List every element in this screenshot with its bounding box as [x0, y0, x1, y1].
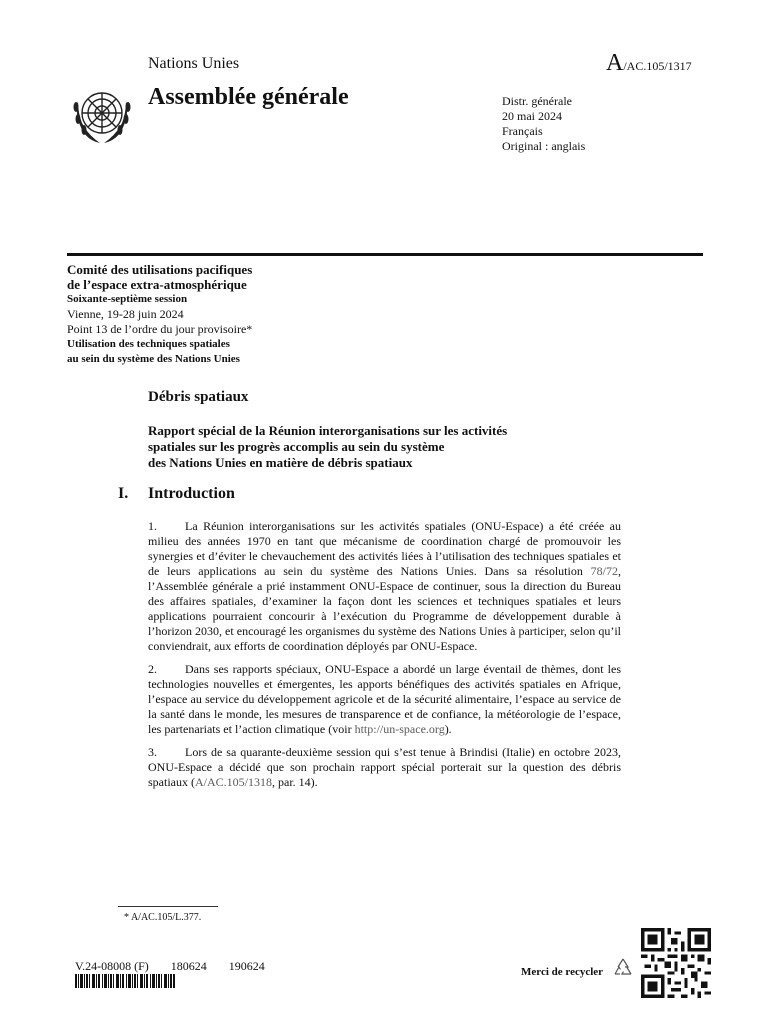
distribution-date: 20 mai 2024: [502, 109, 562, 123]
qr-code-icon: [641, 928, 711, 998]
paragraph-text: Dans ses rapports spéciaux, ONU-Espace a abordé un large éventail de thèmes, dont les technologies nouvelles et émergentes, les apports bénéfiques des activités spatiales en Afrique, l’espace au service du développement agricole et de la sécurité alimentaire, l’espace au service de la santé dans le monde, les mesures de transparence et de confiance, la météorologie de l’espace, les partenariats et l’action climatique (voir: [148, 662, 621, 736]
symbol-letter: A: [606, 50, 624, 76]
paragraph-number: 3.: [148, 745, 157, 759]
agenda-item-title2: au sein du système des Nations Unies: [67, 353, 240, 365]
paragraph-text: ).: [444, 722, 452, 736]
session: Soixante-septième session: [67, 293, 188, 305]
footnote-rule: [118, 906, 218, 907]
job-number-line: [75, 959, 287, 974]
document-title: Débris spatiaux: [148, 389, 249, 405]
recycle-icon: [611, 956, 635, 980]
subtitle-line2: spatiales sur les progrès accomplis au sein du système: [148, 439, 445, 454]
paragraph-text: La Réunion interorganisations sur les activités spatiales (ONU-Espace) a été créée au milieu des années 1970 en tant que mécanisme de coordination chargé de promouvoir les synergies et d’éviter le chevauchement des activités liées à l’utilisation des techniques spatiales et de leurs applications au sein du système des Nations Unies. Dans sa résolution: [148, 519, 621, 578]
distribution-original: Original : anglais: [502, 139, 586, 153]
agenda-item-title1: Utilisation des techniques spatiales: [67, 338, 230, 350]
paragraph-text: Lors de sa quarante-deuxième session qui s’est tenue à Brindisi (Italie) en octobre 2023, ONU-Espace a décidé que son prochain rapport spécial porterait sur la question des débris spatiaux (: [148, 745, 621, 789]
session-place: Vienne, 19-28 juin 2024: [67, 307, 184, 321]
subtitle-line1: Rapport spécial de la Réunion interorganisations sur les activités: [148, 423, 508, 438]
paragraph-1: [148, 519, 621, 654]
document-symbol: [606, 50, 692, 77]
section-number: I.: [118, 485, 129, 502]
paragraph-number: 1.: [148, 519, 157, 533]
footer-date1: 180624: [170, 959, 207, 973]
recycle-label: Merci de recycler: [521, 966, 604, 978]
job-number: V.24-08008 (F): [75, 959, 149, 973]
footer-date2: 190624: [228, 959, 265, 973]
website-link[interactable]: http://un-space.org: [354, 722, 445, 736]
subtitle-line3: des Nations Unies en matière de débris spatiaux: [148, 455, 413, 470]
committee-name-line1: Comité des utilisations pacifiques: [67, 262, 253, 277]
un-emblem-icon: [70, 83, 134, 147]
resolution-link[interactable]: 78/72: [590, 564, 618, 578]
section-title: Introduction: [148, 485, 235, 502]
symbol-number: /AC.105/1317: [623, 59, 692, 73]
document-link[interactable]: A/AC.105/1318: [195, 775, 273, 789]
distribution-block: [502, 94, 585, 154]
document-subtitle: [148, 423, 628, 471]
body-text: [148, 519, 621, 798]
committee-block: [67, 262, 367, 367]
committee-name-line2: de l’espace extra-atmosphérique: [67, 277, 247, 292]
paragraph-3: [148, 745, 621, 790]
distribution-language: Français: [502, 124, 543, 138]
paragraph-number: 2.: [148, 662, 157, 676]
distribution-line: Distr. générale: [502, 94, 572, 108]
section-heading: [118, 485, 235, 503]
footnote: * A/AC.105/L.377.: [124, 912, 202, 923]
paragraph-2: [148, 662, 621, 737]
paragraph-text: , l’Assemblée générale a prié instamment ONU-Espace de continuer, sous la direction du Bureau des affaires spatiales, d’examiner la façon dont les sciences et techniques spatiales et leurs applications pourraient concourir à l’exécution du Programme de développement durable à l’horizon 2030, et encouragé les organismes du système des Nations Unies à participer, selon qu’il conviendrait, aux efforts de coordination déployés par ONU-Espace.: [148, 564, 621, 653]
barcode-icon: [75, 974, 175, 988]
header-rule: [67, 253, 703, 256]
assembly-title: Assemblée générale: [148, 84, 349, 110]
agenda-item: Point 13 de l’ordre du jour provisoire*: [67, 322, 253, 336]
organization-name: Nations Unies: [148, 55, 240, 72]
paragraph-text: , par. 14).: [272, 775, 318, 789]
